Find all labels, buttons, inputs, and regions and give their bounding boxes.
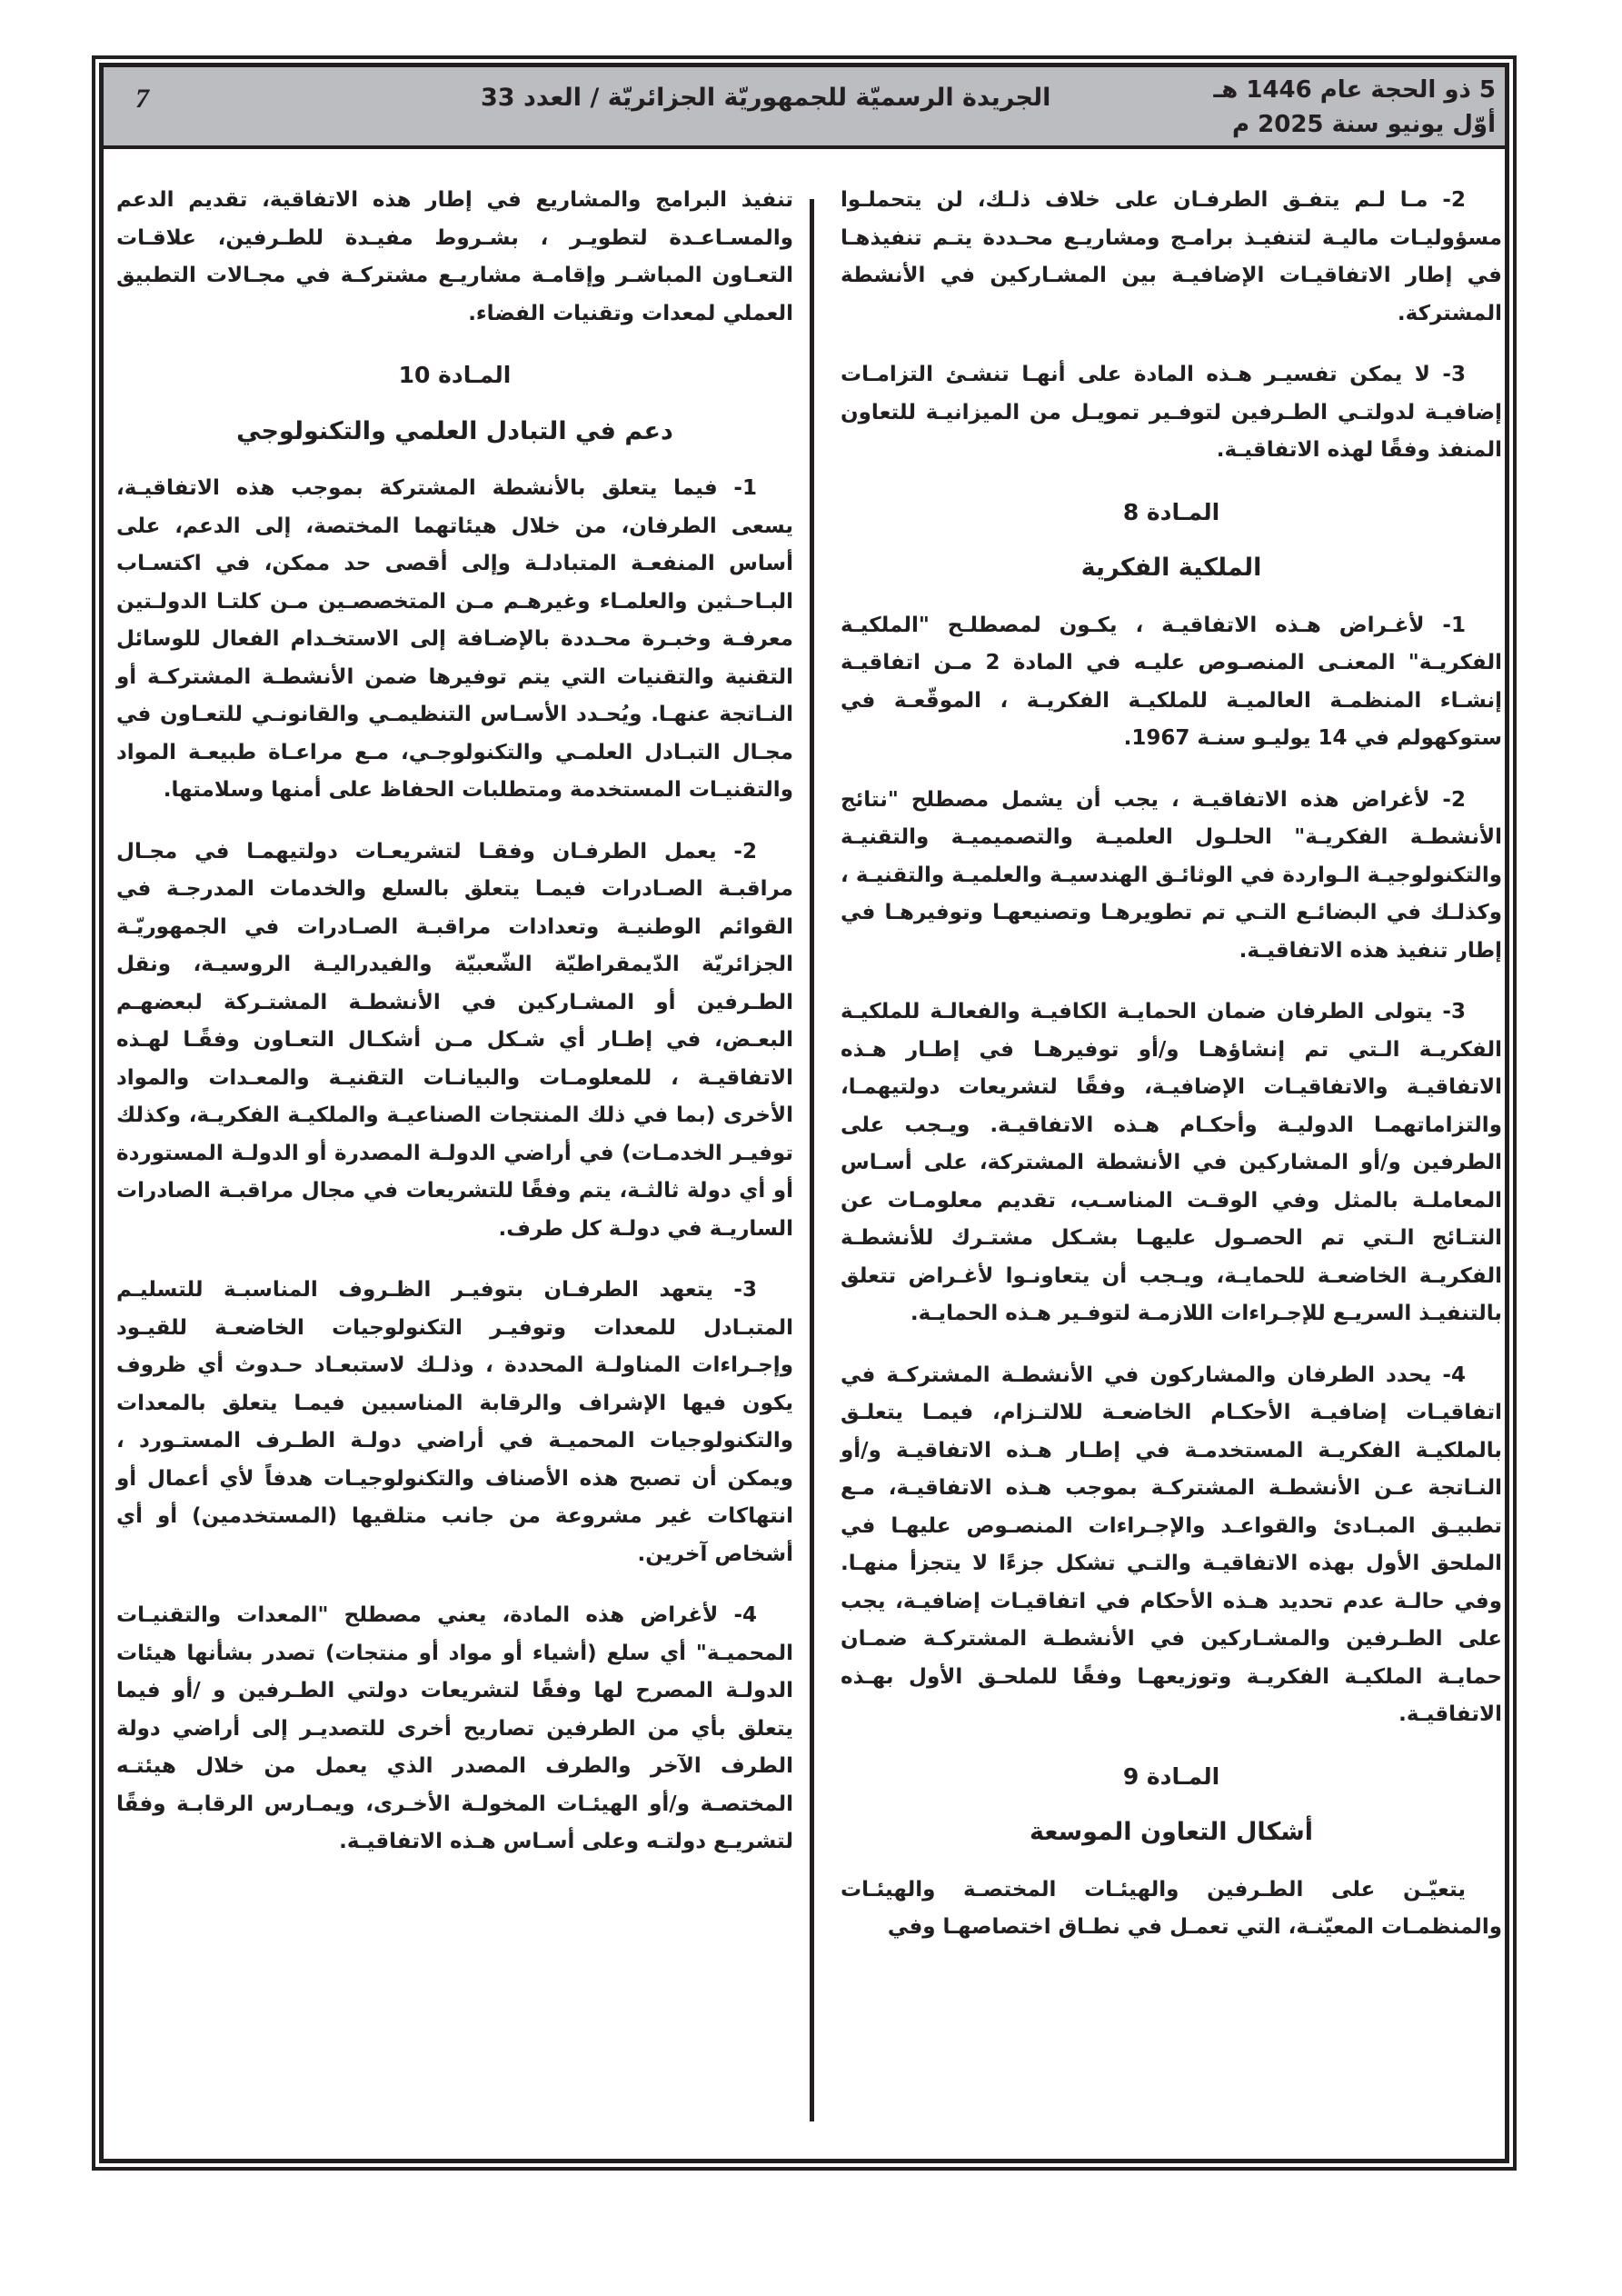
left-column [116,182,793,1885]
paragraph: تنفيذ البرامج والمشاريع في إطار هذه الاتفاقية، تقديم الدعم والمسـاعـدة لتطويـر ، بشـروط مفيـدة للطـرفين، علاقـات التعـاون المباشـر وإقامـة مشاريـع مشتركـة في مجـالات التطبيق العملي لمعدات وتقنيات الفضاء. [116,188,793,325]
paragraph: 3- يتعهد الطرفـان بتوفيـر الظـروف المناسبـة للتسليـم المتبـادل للمعدات وتوفيـر التكنولوجيات الخاضعـة للقيـود وإجـراءات المناولـة المحددة ، وذلـك لاستبعـاد حـدوث أي ظروف يكون فيها الإشراف والرقابة المناسبين فيمـا يتعلق بالمعدات والتكنولوجيات المحميـة في أراضي دولـة الطـرف المستـورد ، ويمكن أن تصبح هذه الأصناف والتكنولوجيـات هدفاً لأي أعمال أو انتهاكات غير مشروعة من جانب متلقيها (المستخدمين) أو أي أشخاص آخرين. [116,1278,793,1566]
gazette-header [104,67,1505,149]
paragraph: 2- مـا لـم يتفـق الطرفـان على خلاف ذلـك، لن يتحملـوا مسؤوليـات ماليـة لتنفيـذ برامـج ومشاريـع محـددة يتـم تنفيذهـا في إطار الاتفاقيـات الإضافيـة بين المشـاركين في الأنشطة المشتركة. [841,188,1502,325]
article-10-title: دعم في التبادل العلمي والتكنولوجي [236,416,673,445]
paragraph: يتعيّـن على الطـرفين والهيئـات المختصـة والهيئـات والمنظمـات المعيّنـة، التي تعمـل في نطـاق اختصاصهـا وفي [841,1877,1502,1939]
paragraph: 3- يتولى الطرفان ضمان الحمايـة الكافيـة والفعالـة للملكيـة الفكريـة الـتي تم إنشاؤهـا و/أو توفيرهـا في إطـار هـذه الاتفاقيـة والاتفاقيـات الإضافيـة، وفقًا لتشريعات دولتيهمـا، والتزاماتهمـا الدوليـة وأحكـام هـذه الاتفاقيـة. ويـجب على الطرفين و/أو المشاركين في الأنشطة المشتركة، على أسـاس المعاملـة بالمثل وفي الوقـت المناسـب، تقديم معلومـات عن النتـائج الـتي تم الحصـول عليهـا بشـكل مشتـرك للأنشطـة الفكريـة الخاضعـة للحمايـة، ويـجب أن يتعاونـوا لأغـراض تتعلق بالتنفيـذ السريـع للإجـراءات اللازمـة لتوفـير هـذه الحمايـة. [841,1000,1502,1325]
gregorian-date: أوّل يونيو سنة 2025 م [1232,111,1496,138]
paragraph: 2- يعمل الطرفـان وفقـا لتشريعـات دولتيهمـا في مجـال مراقبـة الصـادرات فيمـا يتعلق بالسلع والخدمات المدرجـة في القوائم الوطنيـة وتعدادات مراقبـة الصـادرات في الجمهوريّـة الجزائريّة الدّيمقراطيّة الشّعبيّة والفيدراليـة الروسيـة، ونقل الطـرفين أو المشـاركين في الأنشطـة المشتـركة لبعضهـم البعـض، في إطـار أي شـكل مـن أشكـال التعـاون وفقًـا لهـذه الاتفاقيـة ، للمعلومـات والبيانـات التقنيـة والمعـدات والمواد الأخرى (بما في ذلك المنتجات الصناعيـة والملكيـة الفكريـة، وكذلك توفيـر الخدمـات) في أراضي الدولـة المصدرة أو الدولـة المستوردة أو أي دولة ثالثـة، يتم وفقًا للتشريعات في مجال مراقبـة الصادرات الساريـة في دولـة كل طرف. [116,839,793,1241]
paragraph: 1- لأغـراض هـذه الاتفاقيـة ، يكـون لمصطلـح "الملكيـة الفكريـة" المعنـى المنصـوص عليـه في المادة 2 مـن اتفاقيـة إنشـاء المنظمـة العالميـة للملكيـة الفكريـة ، الموقّعـة في ستوكهولم في 14 يوليـو سنـة 1967. [841,613,1502,750]
paragraph: 3- لا يمكن تفسيـر هـذه المادة على أنهـا تنشـئ التزامـات إضافيـة لدولتـي الطـرفين لتوفـير تمويـل من الميزانيـة للتعاون المنفذ وفقًا لهذه الاتفاقيـة. [841,363,1502,462]
paragraph: 4- يحدد الطرفان والمشاركون في الأنشطـة المشتركـة في اتفاقيـات إضافيـة الأحكـام الخاضعـة للالتـزام، فيمـا يتعلـق بالملكيـة الفكريـة المستخدمـة في إطـار هـذه الاتفاقيـة و/أو النـاتجة عـن الأنشطـة المشتركـة بموجب هـذه الاتفاقيـة، مـع تطبيـق المبـادئ والقواعـد والإجـراءات المنصـوص عليهـا في الملحق الأول بهذه الاتفاقيـة والتـي تشكل جزءًا لا يتجزأ منهـا. وفي حالـة عدم تحديد هـذه الأحكام في اتفاقيـات إضافيـة، يجب على الطـرفين والمشـاركين في الأنشطـة المشتركـة ضمـان حمايـة الملكيـة الفكريـة وتوزيعهـا وفقًا للملحـق الأول بهـذه الاتفاقيـة. [841,1363,1502,1726]
paragraph: 2- لأغراض هذه الاتفاقيـة ، يجب أن يشمل مصطلح "نتائج الأنشطـة الفكريـة" الحلـول العلميـة والتصميميـة والتقنيـة والتكنولوجيـة الـواردة في الوثائـق الهندسيـة والعلميـة والتقنيـة ، وكذلـك في البضائـع التـي تم تطويرهـا وتصنيعهـا وتوفيرهـا في إطار تنفيذ هذه الاتفاقيـة. [841,787,1502,963]
article-10-number: المـادة 10 [398,362,512,388]
gazette-title: الجريدة الرسميّة للجمهوريّة الجزائريّة / العدد 33 [481,84,1051,112]
right-column [841,182,1502,1971]
paragraph: 4- لأغراض هذه المادة، يعني مصطلح "المعدات والتقنيـات المحميـة" أي سلع (أشياء أو مواد أو منتجات) تصدر بشأنها هيئات الدولـة المصرح لها وفقًا لتشريعات دولتي الطـرفين و /أو فيما يتعلق بأي من الطرفين تصاريح أخرى للتصديـر إلى أراضي دولة الطرف الآخر والطرف المصدر الذي يعمل من خلال هيئتـه المختصـة و/أو الهيئـات المخولـة الأخـرى، ويمـارس الرقابـة وفقًا لتشريـع دولتـه وعلى أسـاس هـذه الاتفاقيـة. [116,1603,793,1853]
article-8-number: المـادة 8 [1122,498,1220,525]
article-9-number: المـادة 9 [1122,1762,1220,1790]
article-8-title: الملكية الفكرية [1080,554,1262,582]
page-number: 7 [135,84,149,114]
issue-date [1213,73,1496,142]
hijri-date: 5 ذو الحجة عام 1446 هـ [1213,76,1496,104]
article-9-title: أشكال التعاون الموسعة [1029,1818,1314,1846]
paragraph: 1- فيما يتعلق بالأنشطة المشتركة بموجب هذه الاتفاقيـة، يسعى الطرفان، من خلال هيئاتهما المختصة، إلى الدعم، على أساس المنفعـة المتبادلـة وإلى أقصى حد ممكن، في اكتسـاب البـاحـثين والعلمـاء وغيرهـم مـن المتخصصـين مـن كلتـا الدولـتين معرفـة وخبـرة محـددة بالإضـافة إلى الاستخـدام الفعال للوسائل التقنية والتقنيات التي يتم توفيرها ضمن الأنشطـة المشتركـة أو النـاتجة عنهـا. ويُحـدد الأسـاس التنظيمـي والقانونـي للتعـاون في مجـال التبـادل العلمـي والتكنولوجـي، مـع مراعـاة طبيعـة المواد والتقنيـات المستخدمة ومتطلبات الحفاظ على أمنها وسلامتها. [116,476,793,802]
column-divider [810,199,814,2121]
